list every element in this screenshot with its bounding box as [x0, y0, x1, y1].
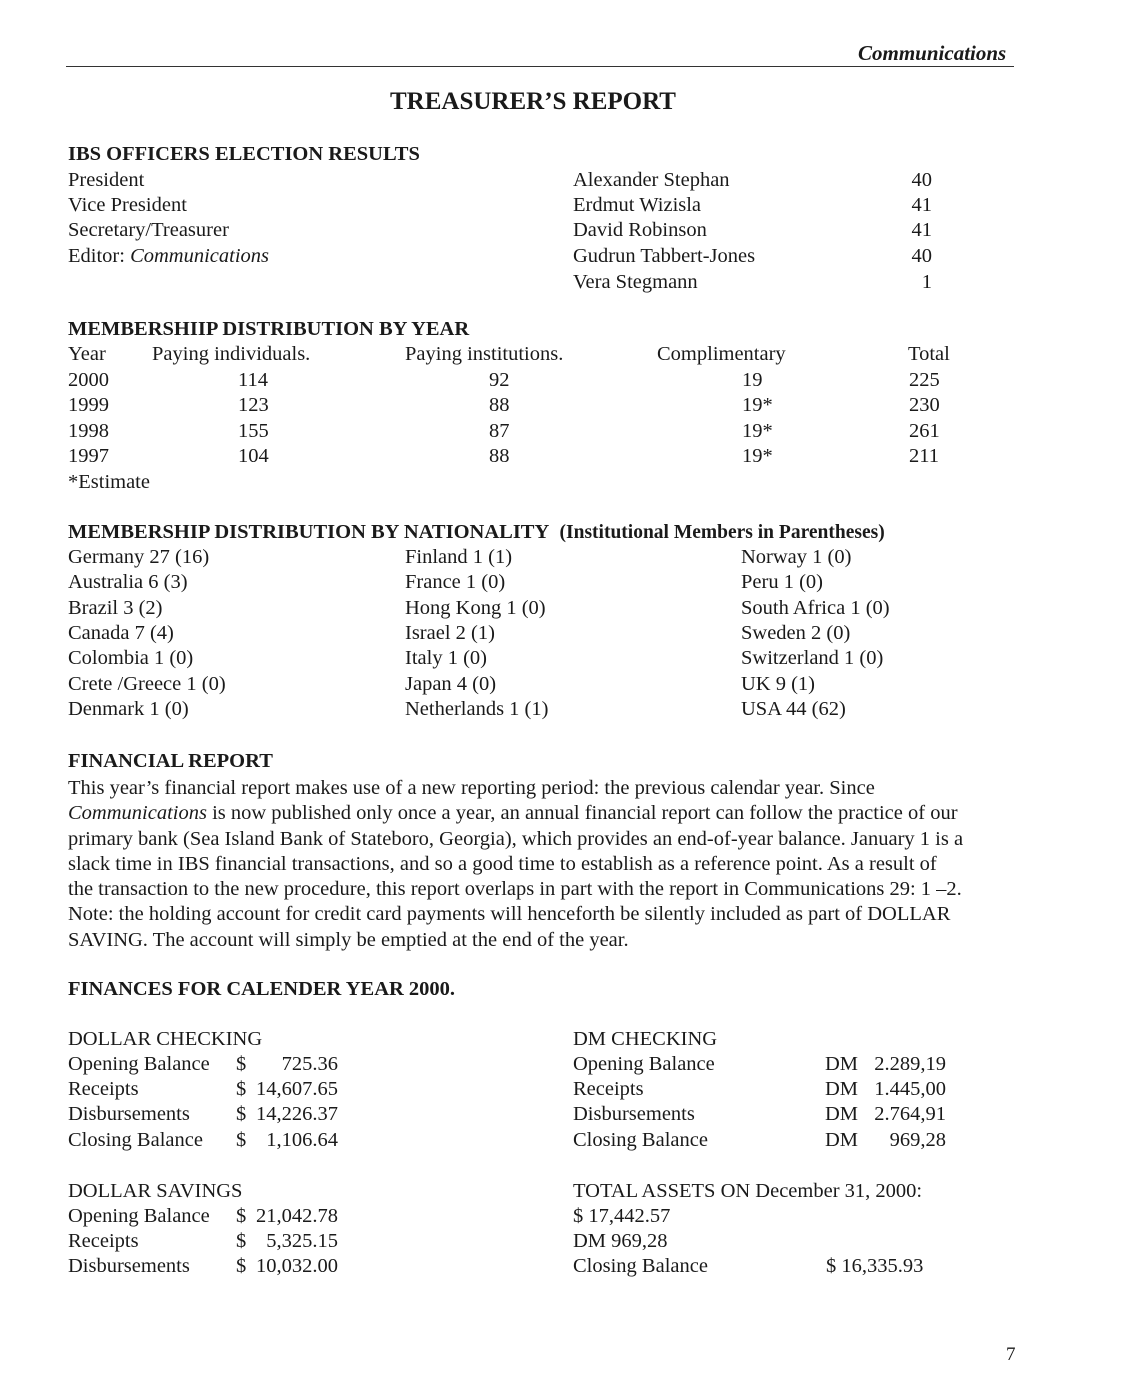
nationality-item: Denmark 1 (0) [68, 698, 189, 720]
total-assets-dm: DM 969,28 [573, 1230, 668, 1252]
currency-symbol: $ [236, 1103, 247, 1125]
election-votes: 41 [911, 219, 932, 241]
table-cell: 155 [238, 420, 269, 442]
account-amount: 14,607.65 [256, 1078, 338, 1100]
nationality-heading-text: MEMBERSHIP DISTRIBUTION BY NATIONALITY [68, 521, 550, 543]
election-candidate: Erdmut Wizisla [573, 194, 702, 216]
election-office [68, 244, 269, 269]
account-amount: 2.764,91 [874, 1103, 946, 1125]
account-amount: 2.289,19 [874, 1053, 946, 1075]
table-cell: 19* [742, 420, 773, 442]
paragraph-line: SAVING. The account will simply be emptied at the end of the year. [68, 928, 629, 951]
table-cell: 88 [489, 394, 510, 416]
page-title: TREASURER’S REPORT [390, 88, 676, 115]
account-title: DOLLAR SAVINGS [68, 1180, 243, 1202]
publication-title: Communications [68, 802, 207, 825]
paragraph-line: primary bank (Sea Island Bank of Stateboro, Georgia), which provides an end-of-year balance. January 1 is a [68, 827, 964, 850]
table-cell: 1997 [68, 445, 109, 467]
table-cell: 225 [909, 369, 940, 391]
financial-report-heading: FINANCIAL REPORT [68, 750, 273, 772]
table-cell: 123 [238, 394, 269, 416]
nationality-heading [68, 520, 885, 545]
account-label: Disbursements [573, 1103, 695, 1125]
account-label: Receipts [68, 1078, 139, 1100]
account-amount: 1.445,00 [874, 1078, 946, 1100]
currency-symbol: $ [236, 1053, 247, 1075]
nationality-item: Norway 1 (0) [741, 546, 852, 568]
table-cell: 2000 [68, 369, 109, 391]
nationality-item: Crete /Greece 1 (0) [68, 673, 226, 695]
nationality-item: Netherlands 1 (1) [405, 698, 549, 720]
closing-balance-value: $ 16,335.93 [826, 1255, 924, 1277]
account-label: Opening Balance [68, 1053, 210, 1075]
nationality-item: Australia 6 (3) [68, 571, 188, 593]
currency-symbol: $ [236, 1129, 247, 1151]
table-cell: 92 [489, 369, 510, 391]
account-label: Disbursements [68, 1255, 190, 1277]
nationality-item: France 1 (0) [405, 571, 506, 593]
nationality-item: Finland 1 (1) [405, 546, 513, 568]
column-header: Paying institutions. [405, 343, 564, 365]
nationality-item: USA 44 (62) [741, 698, 846, 720]
nationality-item: Germany 27 (16) [68, 546, 210, 568]
election-office: Secretary/Treasurer [68, 219, 229, 241]
currency-symbol: $ [236, 1078, 247, 1100]
election-votes: 40 [911, 169, 932, 191]
election-candidate: Vera Stegmann [573, 271, 698, 293]
account-label: Receipts [68, 1230, 139, 1252]
account-amount: 21,042.78 [256, 1205, 338, 1227]
table-cell: 104 [238, 445, 269, 467]
nationality-item: Peru 1 (0) [741, 571, 823, 593]
table-cell: 261 [909, 420, 940, 442]
paragraph-line [68, 801, 1018, 826]
financial-report-paragraph [68, 776, 1018, 953]
account-label: Receipts [573, 1078, 644, 1100]
total-assets-dollars: $ 17,442.57 [573, 1205, 671, 1227]
nationality-item: Colombia 1 (0) [68, 647, 194, 669]
table-cell: 19 [742, 369, 763, 391]
column-header: Total [908, 343, 950, 365]
table-cell: 1999 [68, 394, 109, 416]
account-label: Opening Balance [68, 1205, 210, 1227]
nationality-item: Brazil 3 (2) [68, 597, 163, 619]
column-header: Paying individuals. [152, 343, 311, 365]
nationality-item: Japan 4 (0) [405, 673, 497, 695]
running-head: Communications [858, 41, 1007, 65]
column-header: Complimentary [657, 343, 786, 365]
table-cell: 1998 [68, 420, 109, 442]
paragraph-text: is now published only once a year, an annual financial report can follow the practice of our [206, 802, 958, 825]
account-amount: 725.36 [281, 1053, 338, 1075]
nationality-item: Israel 2 (1) [405, 622, 495, 644]
account-amount: 14,226.37 [256, 1103, 338, 1125]
account-amount: 1,106.64 [266, 1129, 338, 1151]
table-cell: 19* [742, 394, 773, 416]
nationality-item: South Africa 1 (0) [741, 597, 890, 619]
table-cell: 114 [238, 369, 268, 391]
election-candidate: Gudrun Tabbert-Jones [573, 245, 756, 267]
account-amount: 969,28 [889, 1129, 946, 1151]
total-assets-title: TOTAL ASSETS ON December 31, 2000: [573, 1180, 923, 1202]
nationality-item: UK 9 (1) [741, 673, 816, 695]
election-votes: 41 [911, 194, 932, 216]
election-office: Vice President [68, 194, 187, 216]
membership-year-heading: MEMBERSHIIP DISTRIBUTION BY YEAR [68, 318, 470, 340]
table-cell: 88 [489, 445, 510, 467]
account-title: DM CHECKING [573, 1028, 718, 1050]
election-votes: 40 [911, 245, 932, 267]
column-header: Year [68, 343, 106, 365]
account-amount: 5,325.15 [266, 1230, 338, 1252]
currency-symbol: $ [236, 1255, 247, 1277]
finances-heading: FINANCES FOR CALENDER YEAR 2000. [68, 978, 456, 1000]
page-number: 7 [1006, 1344, 1016, 1365]
paragraph-line: slack time in IBS financial transactions, and so a good time to establish as a reference point. As a result of [68, 852, 937, 875]
paragraph-line: This year’s financial report makes use of a new reporting period: the previous calendar year. Since [68, 777, 875, 799]
account-label: Disbursements [68, 1103, 190, 1125]
header-rule [66, 66, 1014, 67]
currency-symbol: $ [236, 1205, 247, 1227]
account-title: DOLLAR CHECKING [68, 1028, 263, 1050]
account-label: Closing Balance [573, 1129, 708, 1151]
election-candidate: David Robinson [573, 219, 707, 241]
election-office-prefix: Editor: [68, 245, 131, 267]
election-heading: IBS OFFICERS ELECTION RESULTS [68, 143, 420, 165]
nationality-item: Canada 7 (4) [68, 622, 174, 644]
nationality-item: Italy 1 (0) [405, 647, 487, 669]
closing-balance-label: Closing Balance [573, 1255, 708, 1277]
currency-symbol: DM [825, 1129, 859, 1151]
nationality-item: Hong Kong 1 (0) [405, 597, 546, 619]
currency-symbol: DM [825, 1078, 859, 1100]
paragraph-line: the transaction to the new procedure, this report overlaps in part with the report in Communications 29: 1 –2. [68, 878, 962, 901]
table-cell: 230 [909, 394, 940, 416]
table-cell: 19* [742, 445, 773, 467]
paragraph-line: Note: the holding account for credit card payments will henceforth be silently included as part of DOLLAR [68, 903, 951, 926]
estimate-note: *Estimate [68, 471, 150, 493]
nationality-item: Sweden 2 (0) [741, 622, 851, 644]
currency-symbol: DM [825, 1103, 859, 1125]
currency-symbol: DM [825, 1053, 859, 1075]
election-candidate: Alexander Stephan [573, 169, 730, 191]
table-cell: 211 [909, 445, 939, 467]
table-cell: 87 [489, 420, 510, 442]
nationality-item: Switzerland 1 (0) [741, 647, 884, 669]
account-label: Closing Balance [68, 1129, 203, 1151]
election-office: President [68, 169, 145, 191]
nationality-subheading: (Institutional Members in Parentheses) [559, 522, 885, 543]
election-office-title: Communications [130, 245, 270, 267]
election-votes: 1 [921, 271, 932, 293]
currency-symbol: $ [236, 1230, 247, 1252]
account-amount: 10,032.00 [256, 1255, 338, 1277]
account-label: Opening Balance [573, 1053, 715, 1075]
